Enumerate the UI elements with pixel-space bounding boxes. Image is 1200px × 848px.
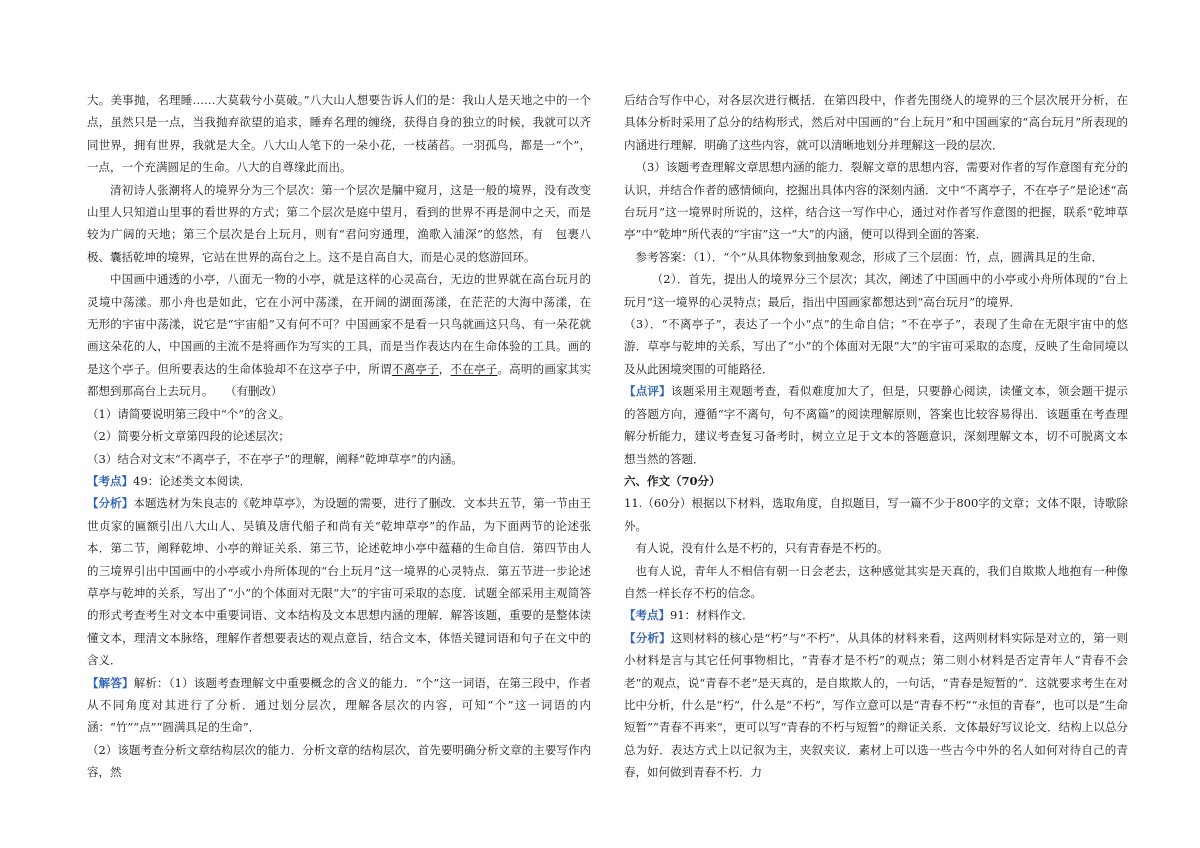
fenxi-tag-2: 【分析】	[624, 630, 671, 645]
passage-text: 中国画中通透的小亭，八面无一物的小亭，就是这样的心灵高台，无边的世界就在高台玩月的 灵境中荡漾。那小舟也是如此，它在小河中荡漾，在开阔的湖面荡漾，在茫茫的大海中荡漾，在 无形的宇宙中荡漾，说它是“宇宙船”又有何不可？中国画家不是看一只鸟就画这只鸟、有一朵花就画这朵花的人，中国画的主流不是将画作为写实的工具，而是当作表达内在生命体验的工具。画的是这个亭子。但所要表达的生命体验却不在这亭子中，所谓	[87, 272, 603, 376]
fenxi-text-2: 这则材料的核心是“朽”与“不朽”．从具体的材料来看，这两则材料实际是对立的，第一则小材料是言与其它任何事物相比，“青春才是不朽”的观点；第二则小材料是否定青年人“青春不会老”的观点，说“青春不老”是天真的，是自欺欺人的，一句话，“青春是短暂的”．这就要求考生在对比中分析，什么是“朽”，什么是“不朽”，写作立意可以是“青春不朽”“永恒的青春”，也可以是“生命短暂”“青春不再来”，更可以写“青春的不朽与短暂”的辩证关系．文体最好写议论文．结构上以总分总为好．表达方式上以记叙为主，夹叙夹议．素材上可以选一些古今中外的名人如何对待自己的青春，如何做到青春不朽．力	[624, 630, 1129, 780]
dianping-block	[624, 380, 1128, 470]
dianping-text: 该题采用主观题考查，看似难度加大了，但是，只要静心阅读，读懂文本，领会题干提示的答题方向，遵循“字不离句，句不离篇”的阅读理解原则，答案也比较容易得出．该题重在考查理解分析能力，建议考查复习备考时，树立立足于文本的答题意识，深刻理解文本，切不可脱离文本想当然的答题．	[624, 384, 1128, 466]
question-1: （1）请简要说明第三段中“个”的含义。	[87, 406, 291, 421]
jieda-text: 解析：（1）该题考查理解文中重要概念的含义的能力．“个”这一词语，在第三段中，作者从不同角度对其进行了分析．通过划分层次，理解各层次的内容，可知“个”这一词语的内涵：“竹”“点”“圆满具足的生命”．	[87, 675, 591, 735]
kaodian-block	[87, 470, 591, 492]
answer-2: （2）．首先，提出人的境界分三个层次；其次，阐述了中国画中的小亭或小舟所体现的“台上玩月”这一境界的心灵特点；最后，指出中国画家都想达到“高台玩月”的境界．	[624, 272, 1128, 309]
fenxi-text: 本题选材为朱良志的《乾坤草亭》，为设题的需要，进行了删改．文本共五节，第一节由王世贞家的匾额引出八大山人、吴镇及唐代船子和尚有关“乾坤草亭”的作品，为下面两节的论述张本．第二节，阐释乾坤、小亭的辩证关系．第三节，论述乾坤小亭中蕴藉的生命自信．第四节由人的三境界引出中国画中的小亭或小舟所体现的“台上玩月”这一境界的心灵特点．第五节进一步论述草亭与乾坤的关系，写出了“小”的个体面对无限“大”的宇宙可采取的态度．试题全部采用主观简答的形式考查考生对文本中重要词语、文本结构及文本思想内涵的理解．解答该题，重要的是整体读懂文本，理清文本脉络，理解作者想要表达的观点意旨，结合文本，体悟关键词语和句子在文中的含义．	[87, 496, 592, 668]
kaodian-block-2	[624, 604, 1128, 626]
passage-paragraph-2: 清初诗人张潮将人的境界分为三个层次：第一个层次是牖中窥月，这是一般的境界，没有改变山里人只知道山里事的看世界的方式；第二个层次是庭中望月，看到的世界不再是洞中之天，而是较为广阔的天地；第三个层次是台上玩月，则有“君问穷通理，渔歌入浦深”的悠然，有 包裹八极、囊括乾坤的境界，它站在世界的高台之上。这不是自高自大，而是心灵的悠游回环。	[87, 182, 591, 264]
passage-text: ，	[438, 361, 451, 376]
question-11: 11.（60分）根据以下材料，选取角度，自拟题目，写一篇不少于800字的文章；文体不限，诗歌除外。	[624, 496, 1128, 533]
kaodian-tag-2: 【考点】	[624, 608, 670, 623]
underlined-phrase-2: 不在亭子	[450, 361, 498, 376]
jieda-block	[87, 672, 591, 739]
fenxi-block	[87, 492, 591, 671]
material-1: 有人说，没有什么是不朽的，只有青春是不朽的。	[635, 541, 889, 556]
answer-1: 参考答案：（1）．“个”从具体物象到抽象观念，形成了三个层面：竹，点，圆满具足的生命．	[635, 249, 1104, 264]
dianping-tag: 【点评】	[624, 384, 671, 399]
kaodian-text-2: 91：材料作文．	[670, 608, 754, 623]
jieda-part-2: （2）该题考查分析文章结构层次的能力．分析文章的结构层次，首先要明确分析文章的主要写作内容，然	[87, 742, 591, 780]
passage-text: 。高明的画家其实都想到那高台上去玩月。 （有删改）	[87, 361, 592, 399]
analysis-continued: 后结合写作中心，对各层次进行概括．在第四段中，作者先围绕人的境界的三个层次展开分析，在具体分析时采用了总分的结构形式，然后对中国画的“台上玩月”和中国画家的“高台玩月”所表现的内涵进行理解．明确了这些内容，就可以清晰地划分并理解这一段的层次．	[624, 93, 1128, 152]
material-2: 也有人说，青年人不相信有朝一日会老去，这种感觉其实是天真的，我们自欺欺人地抱有一种像自然一样长存不朽的信念。	[624, 563, 1128, 600]
section-heading-composition: 六、作文（70分）	[624, 473, 721, 488]
jieda-tag: 【解答】	[87, 675, 134, 690]
passage-paragraph-1: 大。美事抛，名理睡……大莫载兮小莫破。”八大山人想要告诉人们的是：我山人是天地之中的一个点，虽然只是一点，当我抛弃欲望的追求，睡弃名理的缠绕，获得自身的独立的时候，我就可以齐同世界，拥有世界，我就是大全。八大山人笔下的一朵小花，一枝菡萏。一羽孤鸟，都是一“个”，一点，一个充满圆足的生命。八大的自尊缘此而出。	[87, 93, 591, 175]
underlined-phrase-1: 不离亭子	[391, 361, 439, 376]
fenxi-tag: 【分析】	[87, 496, 134, 511]
left-column	[87, 89, 603, 784]
right-column	[624, 89, 1128, 784]
kaodian-text: 49：论述类文本阅读．	[133, 473, 252, 488]
kaodian-tag: 【考点】	[87, 473, 133, 488]
answer-3: （3）．“不离亭子”，表达了一个小“点”的生命自信；“不在亭子”，表现了生命在无限宇宙中的悠游．草亭与乾坤的关系，写出了“小”的个体面对无限“大”的宇宙可采取的态度，反映了生命同境以及从此困境突围的可能路径．	[624, 317, 1128, 376]
analysis-part-3: （3）该题考查理解文章思想内涵的能力．裂解文章的思想内容，需要对作者的写作意图有充分的认识，并结合作者的感情倾向，挖掘出具体内容的深刻内涵．文中“不离亭子，不在亭子”是论述“高台玩月”这一境界时所说的，这样，结合这一写作中心，通过对作者写作意图的把握，联系“乾坤草亭”中“乾坤”所代表的“宇宙”这一“大”的内涵，便可以得到全面的答案．	[624, 160, 1128, 242]
question-2: （2）简要分析文章第四段的论述层次；	[87, 429, 290, 444]
question-3: （3）结合对文末“不离亭子，不在亭子”的理解，阐释“乾坤草亭”的内涵。	[87, 451, 463, 466]
fenxi-block-2	[624, 627, 1128, 784]
passage-paragraph-3	[87, 268, 603, 402]
